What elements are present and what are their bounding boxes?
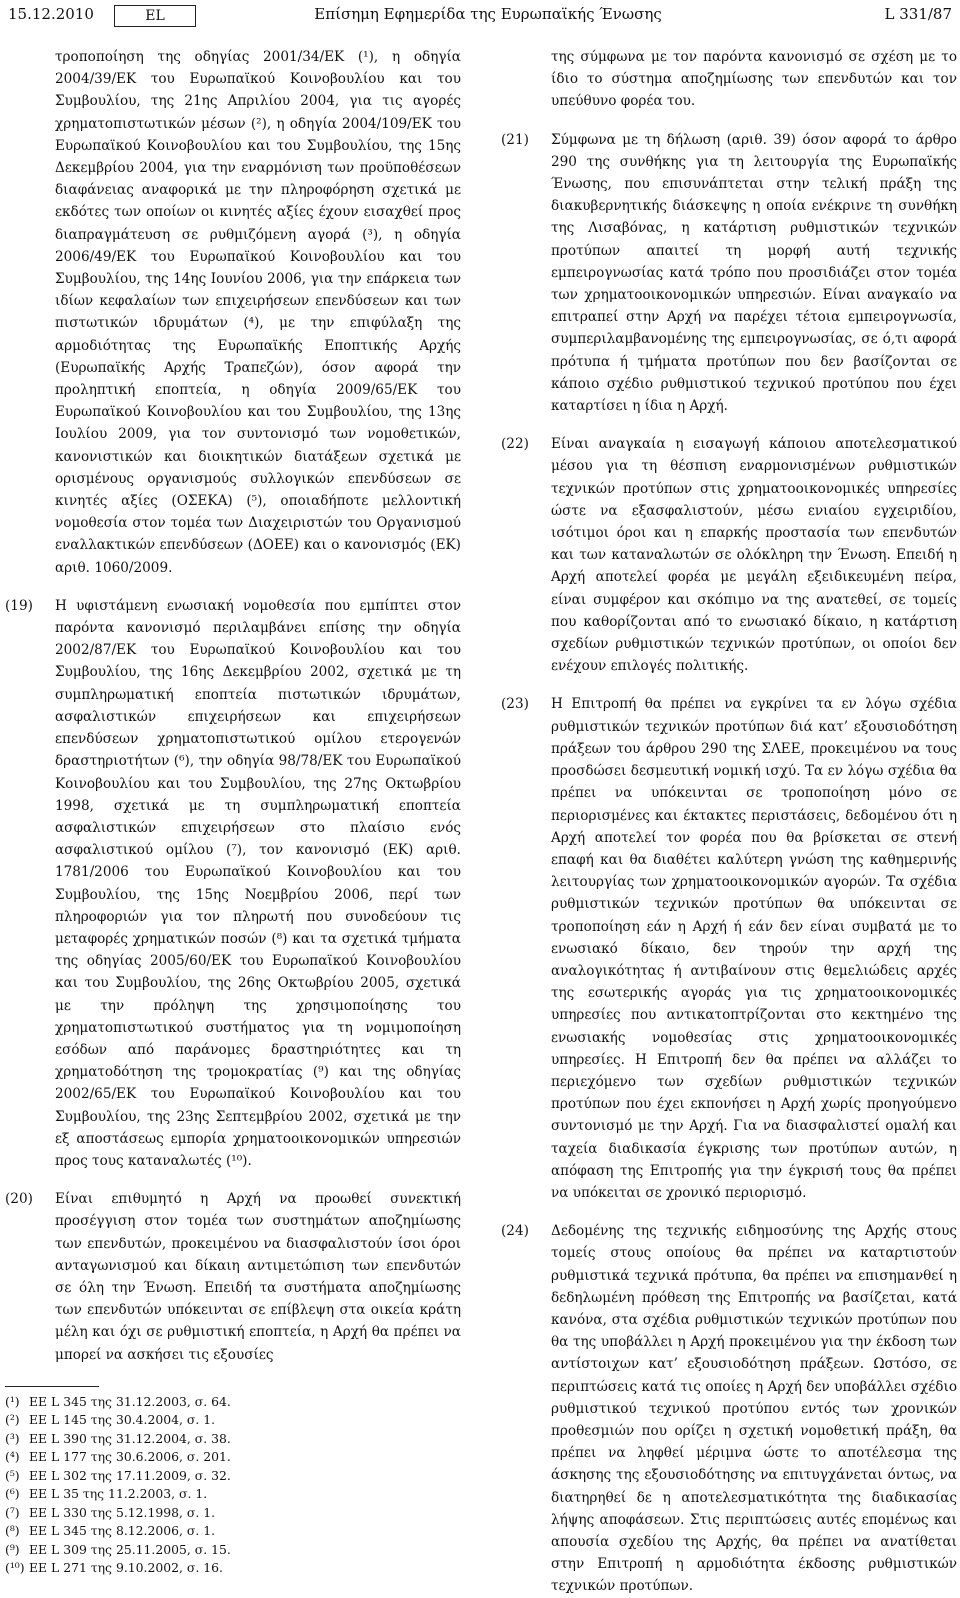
- publication-date: 15.12.2010: [8, 5, 94, 23]
- footnote: (²) ΕΕ L 145 της 30.4.2004, σ. 1.: [5, 1412, 216, 1428]
- footnote: (⁴) ΕΕ L 177 της 30.6.2006, σ. 201.: [5, 1449, 231, 1465]
- footnote: (³) ΕΕ L 390 της 31.12.2004, σ. 38.: [5, 1430, 231, 1446]
- footnote: (¹) ΕΕ L 345 της 31.12.2003, σ. 64.: [5, 1393, 231, 1409]
- footnote: (⁵) ΕΕ L 302 της 17.11.2009, σ. 32.: [5, 1467, 231, 1483]
- recital-20: [5, 1188, 461, 1366]
- footnote: (⁶) ΕΕ L 35 της 11.2.2003, σ. 1.: [5, 1486, 208, 1502]
- left-column: [5, 46, 461, 1578]
- footnotes: [5, 1393, 461, 1578]
- recital-text: Σύμφωνα με τη δήλωση (αριθ. 39) όσον αφορά το άρθρο 290 της συνθήκης για τη λειτουργία της Ευρωπαϊκής Ένωσης, που επισυνάπτεται στην τελική πράξη της διακυβερνητικής διάσκεψης η οποία ενέκρινε τη συνθήκη της Λισαβόνας, η κατάρτιση ρυθμιστικών τεχνικών προτύπων απαιτεί τη μορφή αυτή τεχνικής εμπειρογνωσίας κατά τρόπο που προσιδιάζει στον τομέα των χρηματοοικονομικών υπηρεσιών. Είναι αναγκαίο να επιτραπεί στην Αρχή να παρέχει τέτοια εμπειρογνωσία, συμπεριλαμβανομένης της εμπειρογνωσίας, σε ό,τι αφορά πρότυπα ή τμήματα προτύπων που δεν βασίζονται σε κάποιο σχέδιο ρυθμιστικού τεχνικού προτύπου που έχει καταρτίσει η ίδια η Αρχή.: [551, 131, 957, 415]
- recital-text: Η υφιστάμενη ενωσιακή νομοθεσία που εμπίπτει στον παρόντα κανονισμό περιλαμβάνει επίσης την οδηγία 2002/87/ΕΚ του Ευρωπαϊκού Κοινοβουλίου και του Συμβουλίου, της 16ης Δεκεμβρίου 2002, σχετικά με τη συμπληρωματική εποπτεία πιστωτικών ιδρυμάτων, ασφαλιστικών επιχειρήσεων και επιχειρήσεων επενδύσεων χρηματοπιστωτικού ομίλου ετερογενών δραστηριοτήτων (⁶), την οδηγία 98/78/ΕΚ του Ευρωπαϊκού Κοινοβουλίου και του Συμβουλίου, της 27ης Οκτωβρίου 1998, σχετικά με τη συμπληρωματική εποπτεία ασφαλιστικών επιχειρήσεων στο πλαίσιο ενός ασφαλιστικού ομίλου (⁷), τον κανονισμό (ΕΚ) αριθ. 1781/2006 του Ευρωπαϊκού Κοινοβουλίου και του Συμβουλίου, της 15ης Νοεμβρίου 2006, περί των πληροφοριών για τον πληρωτή που συνοδεύουν τις μεταφορές χρηματικών ποσών (⁸) και τα σχετικά τμήματα της οδηγίας 2005/60/ΕΚ του Ευρωπαϊκού Κοινοβουλίου και του Συμβουλίου, της 26ης Οκτωβρίου 2005, σχετικά με την πρόληψη της χρησιμοποίησης του χρηματοπιστωτικού συστήματος για τη νομιμοποίηση εσόδων από παράνομες δραστηριότητες και τη χρηματοδότηση της τρομοκρατίας (⁹) και της οδηγίας 2002/65/ΕΚ του Ευρωπαϊκού Κοινοβουλίου και του Συμβουλίου, της 23ης Σεπτεμβρίου 2002, σχετικά με την εξ αποστάσεως εμπορία χρηματοοικονομικών υπηρεσιών προς τους καταναλωτές (¹⁰).: [55, 597, 461, 1169]
- recital-text: Η Επιτροπή θα πρέπει να εγκρίνει τα εν λόγω σχέδια ρυθμιστικών τεχνικών προτύπων διά κατ’ εξουσιοδότηση πράξεων του άρθρου 290 της ΣΛΕΕ, προκειμένου να τους προσδώσει δεσμευτική νομική ισχύ. Τα εν λόγω σχέδια θα πρέπει να υπόκεινται σε τροποποίηση μόνο σε περιορισμένες και έκτακτες περιστάσεις, δεδομένου ότι η Αρχή αποτελεί τον φορέα που θα βρίσκεται σε στενή επαφή και θα διαθέτει καλύτερη γνώση της καθημερινής λειτουργίας των χρηματοοικονομικών αγορών. Τα σχέδια ρυθμιστικών τεχνικών προτύπων θα υπόκεινται σε τροποποίηση εάν η Αρχή ή εάν δεν είναι συμβατά με το ενωσιακό δίκαιο, δεν τηρούν την αρχή της αναλογικότητας ή αντιβαίνουν στις θεμελιώδεις αρχές της εσωτερικής αγοράς για τις χρηματοοικονομικές υπηρεσίες που αντικατοπτρίζονται στο κεκτημένο της ενωσιακής νομοθεσίας στις χρηματοοικονομικές υπηρεσίες. Η Επιτροπή δεν θα πρέπει να αλλάζει το περιεχόμενο των σχεδίων ρυθμιστικών τεχνικών προτύπων που έχει εκπονήσει η Αρχή χωρίς προηγούμενο συντονισμό με την Αρχή. Για να διασφαλιστεί ομαλή και ταχεία διαδικασία έγκρισης των προτύπων αυτών, η απόφαση της Επιτροπής για την έγκρισή τους θα πρέπει να υπόκειται σε χρονικό περιορισμό.: [551, 696, 957, 1201]
- recital-text: Είναι επιθυμητό η Αρχή να προωθεί συνεκτική προσέγγιση στον τομέα των συστημάτων αποζημίωσης των επενδυτών, προκειμένου να διασφαλιστούν ίσοι όροι ανταγωνισμού και δίκαιη αντιμετώπιση των επενδυτών σε όλη την Ένωση. Επειδή τα συστήματα αποζημίωσης των επενδυτών υπόκεινται σε επίβλεψη στα οικεία κράτη μέλη και όχι σε ρυθμιστική εποπτεία, η Αρχή θα πρέπει να μπορεί να ασκήσει τις εξουσίες: [55, 1191, 461, 1363]
- recital-23: [501, 693, 957, 1204]
- recital-number: (24): [501, 1223, 529, 1240]
- recital-21: [501, 129, 957, 418]
- recital-24: [501, 1220, 957, 1597]
- recital-number: (20): [5, 1191, 33, 1208]
- recital-19: [5, 595, 461, 1172]
- language-code-box: EL: [114, 5, 196, 27]
- recital-number: (22): [501, 436, 529, 453]
- recital-number: (21): [501, 131, 529, 148]
- footnote: (⁹) ΕΕ L 309 της 25.11.2005, σ. 15.: [5, 1541, 231, 1557]
- recital-22: [501, 433, 957, 677]
- page-header: [8, 5, 952, 29]
- recital-20-continuation: της σύμφωνα με τον παρόντα κανονισμό σε σχέση με το ίδιο το σύστημα αποζημίωσης των επενδυτών και τον υπεύθυνο φορέα του.: [551, 49, 957, 110]
- page-reference: L 331/87: [884, 5, 952, 23]
- footnote: (¹⁰) ΕΕ L 271 της 9.10.2002, σ. 16.: [5, 1560, 223, 1576]
- right-column: [501, 46, 957, 1598]
- footnote-separator: [5, 1386, 99, 1387]
- footnote: (⁷) ΕΕ L 330 της 5.12.1998, σ. 1.: [5, 1504, 216, 1520]
- recital-18-continuation: τροποποίηση της οδηγίας 2001/34/ΕΚ (¹), η οδηγία 2004/39/ΕΚ του Ευρωπαϊκού Κοινοβουλίου και του Συμβουλίου, της 21ης Απριλίου 2004, για τις αγορές χρηματοπιστωτικών μέσων (²), η οδηγία 2004/109/ΕΚ του Ευρωπαϊκού Κοινοβουλίου και του Συμβουλίου, της 15ης Δεκεμβρίου 2004, για την εναρμόνιση των προϋποθέσεων διαφάνειας αναφορικά με την πληροφόρηση σχετικά με εκδότες των οποίων οι κινητές αξίες έχουν εισαχθεί προς διαπραγμάτευση σε ρυθμιζόμενη αγορά (³), η οδηγία 2006/49/ΕΚ του Ευρωπαϊκού Κοινοβουλίου και του Συμβουλίου, της 14ης Ιουνίου 2006, για την επάρκεια των ιδίων κεφαλαίων των επιχειρήσεων επενδύσεων και των πιστωτικών ιδρυμάτων (⁴), με την επιφύλαξη της αρμοδιότητας της Ευρωπαϊκής Εποπτικής Αρχής (Ευρωπαϊκής Αρχής Τραπεζών), όσον αφορά την προληπτική εποπτεία, η οδηγία 2009/65/ΕΚ του Ευρωπαϊκού Κοινοβουλίου και του Συμβουλίου, της 13ης Ιουλίου 2009, για τον συντονισμό των νομοθετικών, κανονιστικών και διοικητικών διατάξεων σχετικά με ορισμένους οργανισμούς συλλογικών επενδύσεων σε κινητές αξίες (ΟΣΕΚΑ) (⁵), οποιαδήποτε μελλοντική νομοθεσία στον τομέα των Διαχειριστών του Οργανισμού εναλλακτικών επενδύσεων (ΔΟΕΕ) και ο κανονισμός (ΕΚ) αριθ. 1060/2009.: [55, 49, 461, 576]
- recital-number: (23): [501, 696, 529, 713]
- recital-text: Δεδομένης της τεχνικής ειδημοσύνης της Αρχής στους τομείς στους οποίους θα πρέπει να καταρτιστούν ρυθμιστικά τεχνικά πρότυπα, θα πρέπει να επισημανθεί η δεδηλωμένη πρόθεση της Επιτροπής να βασίζεται, κατά κανόνα, στα σχέδια ρυθμιστικών τεχνικών προτύπων που θα της υποβάλλει η Αρχή προκειμένου για την έκδοση των αντίστοιχων κατ’ εξουσιοδότηση πράξεων. Ωστόσο, σε περιπτώσεις κατά τις οποίες η Αρχή δεν υποβάλλει σχέδιο ρυθμιστικού τεχνικού προτύπου εντός των χρονικών προθεσμιών που ορίζει η σχετική νομοθετική πράξη, θα πρέπει να ληφθεί μέριμνα ώστε το αποτέλεσμα της άσκησης της εξουσιοδότησης να επιτυγχάνεται όντως, να διατηρηθεί δε η αποτελεσματικότητα της διαδικασίας λήψης αποφάσεων. Στις περιπτώσεις αυτές επομένως και απουσία σχεδίου της Αρχής, θα πρέπει να ανατίθεται στην Επιτροπή η αρμοδιότητα έκδοσης ρυθμιστικών τεχνικών προτύπων.: [551, 1223, 957, 1595]
- footnote: (⁸) ΕΕ L 345 της 8.12.2006, σ. 1.: [5, 1523, 216, 1539]
- recital-text: Είναι αναγκαία η εισαγωγή κάποιου αποτελεσματικού μέσου για τη θέσπιση εναρμονισμένων ρυθμιστικών τεχνικών προτύπων στις χρηματοοικονομικές υπηρεσίες ώστε να εξασφαλιστούν, μέσω ενιαίου εγχειριδίου, ισότιμοι όροι και η επαρκής προστασία των επενδυτών και των καταναλωτών σε ολόκληρη την Ένωση. Επειδή η Αρχή αποτελεί φορέα με μεγάλη εξειδικευμένη πείρα, είναι συμφέρον και σκόπιμο να της ανατεθεί, σε τομείς που καθορίζονται από το ενωσιακό δίκαιο, η κατάρτιση σχεδίων ρυθμιστικών τεχνικών προτύπων, οι οποίοι δεν ενέχουν επιλογές πολιτικής.: [551, 436, 957, 675]
- journal-title: Επίσημη Εφημερίδα της Ευρωπαϊκής Ένωσης: [314, 5, 662, 23]
- recital-number: (19): [5, 597, 33, 614]
